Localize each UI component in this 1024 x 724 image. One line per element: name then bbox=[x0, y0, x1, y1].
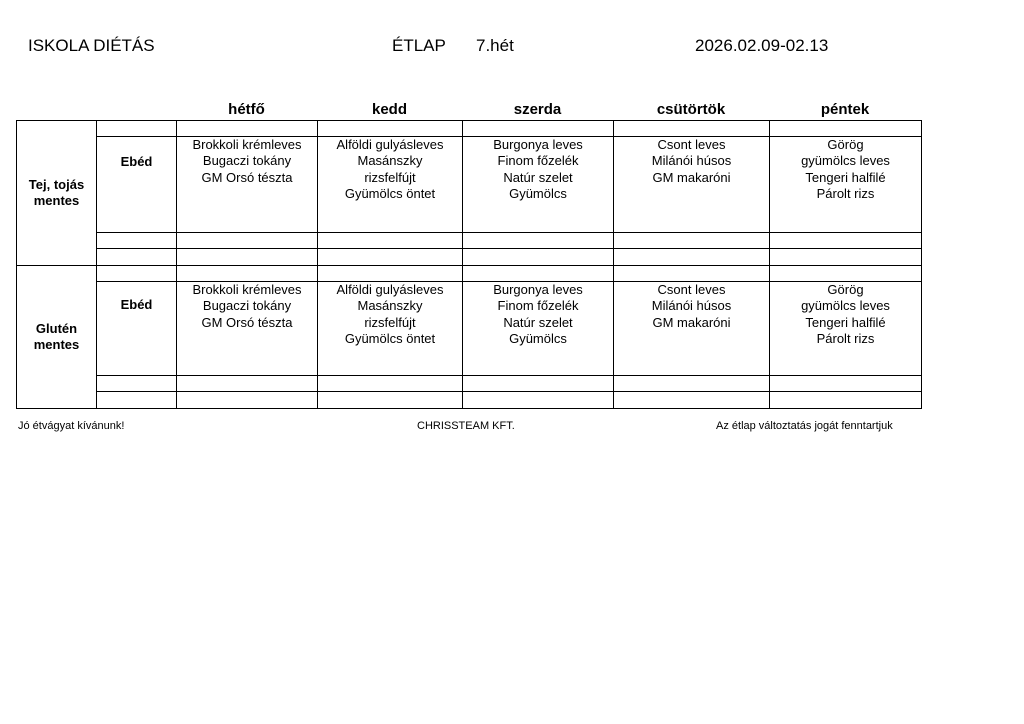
menu-item: Görög bbox=[827, 137, 864, 152]
menu-item: rizsfelfújt bbox=[364, 169, 416, 185]
category-label: Tej, tojás mentes bbox=[28, 176, 85, 208]
menu-item: Brokkoli krémleves bbox=[192, 282, 302, 297]
menu-cell bbox=[177, 282, 318, 376]
empty-cell bbox=[463, 376, 614, 392]
empty-cell bbox=[318, 121, 463, 137]
menu-item: Csont leves bbox=[657, 137, 726, 152]
menu-item: Milánói húsos bbox=[651, 298, 732, 314]
day-header-monday: hétfő bbox=[228, 101, 265, 118]
empty-cell bbox=[318, 376, 463, 392]
menu-cell bbox=[614, 282, 770, 376]
empty-cell bbox=[97, 249, 177, 266]
menu-item: Milánói húsos bbox=[651, 153, 732, 169]
empty-cell bbox=[614, 266, 770, 282]
menu-item: rizsfelfújt bbox=[364, 314, 416, 330]
footer-disclaimer: Az étlap változtatás jogát fenntartjuk bbox=[716, 420, 893, 432]
empty-cell bbox=[770, 249, 922, 266]
empty-cell bbox=[463, 249, 614, 266]
empty-cell bbox=[770, 392, 922, 409]
empty-cell bbox=[318, 392, 463, 409]
empty-cell bbox=[318, 233, 463, 249]
empty-cell bbox=[177, 266, 318, 282]
empty-cell bbox=[614, 392, 770, 409]
menu-item: Brokkoli krémleves bbox=[192, 137, 302, 152]
menu-item: Bugaczi tokány bbox=[202, 298, 292, 314]
empty-cell bbox=[318, 266, 463, 282]
menu-item: Alföldi gulyásleves bbox=[336, 137, 444, 152]
empty-cell bbox=[177, 121, 318, 137]
empty-cell bbox=[177, 233, 318, 249]
empty-cell bbox=[97, 392, 177, 409]
menu-item: GM Orsó tészta bbox=[201, 314, 293, 330]
empty-cell bbox=[97, 376, 177, 392]
menu-item: GM Orsó tészta bbox=[201, 169, 293, 185]
footer-greeting: Jó étvágyat kívánunk! bbox=[18, 420, 125, 432]
menu-item: Gyümölcs öntet bbox=[344, 185, 436, 201]
menu-item: Finom főzelék bbox=[497, 153, 579, 169]
empty-cell bbox=[177, 376, 318, 392]
empty-cell bbox=[770, 233, 922, 249]
empty-cell bbox=[614, 249, 770, 266]
empty-cell bbox=[177, 249, 318, 266]
menu-item: gyümölcs leves bbox=[801, 153, 890, 169]
empty-cell bbox=[770, 266, 922, 282]
menu-item: Párolt rizs bbox=[816, 185, 875, 201]
menu-cell bbox=[463, 282, 614, 376]
menu-item: Masánszky bbox=[357, 298, 423, 314]
menu-item: Natúr szelet bbox=[503, 314, 573, 330]
menu-item: Burgonya leves bbox=[493, 282, 583, 297]
menu-cell bbox=[770, 137, 922, 233]
menu-cell bbox=[177, 137, 318, 233]
menu-cell bbox=[770, 282, 922, 376]
empty-cell bbox=[97, 121, 177, 137]
empty-cell bbox=[463, 266, 614, 282]
empty-cell bbox=[770, 376, 922, 392]
menu-item: Görög bbox=[827, 282, 864, 297]
week-label: 7.hét bbox=[476, 36, 514, 55]
empty-cell bbox=[463, 233, 614, 249]
menu-item: Csont leves bbox=[657, 282, 726, 297]
date-range: 2026.02.09-02.13 bbox=[695, 36, 829, 55]
menu-item: Finom főzelék bbox=[497, 298, 579, 314]
category-cell bbox=[17, 266, 97, 409]
category-label: Glutén mentes bbox=[33, 320, 80, 352]
empty-cell bbox=[614, 121, 770, 137]
day-header-wednesday: szerda bbox=[513, 101, 562, 118]
menu-item: Alföldi gulyásleves bbox=[336, 282, 444, 297]
menu-item: Gyümölcs bbox=[509, 330, 567, 346]
day-header-tuesday: kedd bbox=[371, 101, 407, 118]
menu-item: Burgonya leves bbox=[493, 137, 583, 152]
menu-cell bbox=[463, 137, 614, 233]
menu-item: Gyümölcs öntet bbox=[344, 330, 436, 346]
menu-item: Párolt rizs bbox=[816, 330, 875, 346]
menu-table bbox=[16, 120, 922, 409]
menu-cell bbox=[318, 137, 463, 233]
menu-label: ÉTLAP bbox=[392, 36, 446, 55]
meal-label: Ebéd bbox=[97, 137, 177, 233]
menu-item: Natúr szelet bbox=[503, 169, 573, 185]
meal-label: Ebéd bbox=[97, 282, 177, 376]
category-cell bbox=[17, 121, 97, 266]
empty-cell bbox=[97, 266, 177, 282]
day-header-friday: péntek bbox=[820, 101, 870, 118]
menu-item: Masánszky bbox=[357, 153, 423, 169]
empty-cell bbox=[318, 249, 463, 266]
empty-cell bbox=[614, 233, 770, 249]
menu-cell bbox=[614, 137, 770, 233]
menu-item: Gyümölcs bbox=[509, 185, 567, 201]
empty-cell bbox=[770, 121, 922, 137]
menu-item: GM makaróni bbox=[652, 314, 731, 330]
empty-cell bbox=[463, 392, 614, 409]
menu-item: GM makaróni bbox=[652, 169, 731, 185]
menu-item: Bugaczi tokány bbox=[202, 153, 292, 169]
empty-cell bbox=[614, 376, 770, 392]
menu-item: Tengeri halfilé bbox=[805, 169, 886, 185]
menu-cell bbox=[318, 282, 463, 376]
menu-item: Tengeri halfilé bbox=[805, 314, 886, 330]
empty-cell bbox=[177, 392, 318, 409]
footer-company: CHRISSTEAM KFT. bbox=[417, 420, 515, 432]
day-header-thursday: csütörtök bbox=[656, 101, 726, 118]
empty-cell bbox=[463, 121, 614, 137]
document-title: ISKOLA DIÉTÁS bbox=[28, 36, 155, 55]
menu-item: gyümölcs leves bbox=[801, 298, 890, 314]
empty-cell bbox=[97, 233, 177, 249]
